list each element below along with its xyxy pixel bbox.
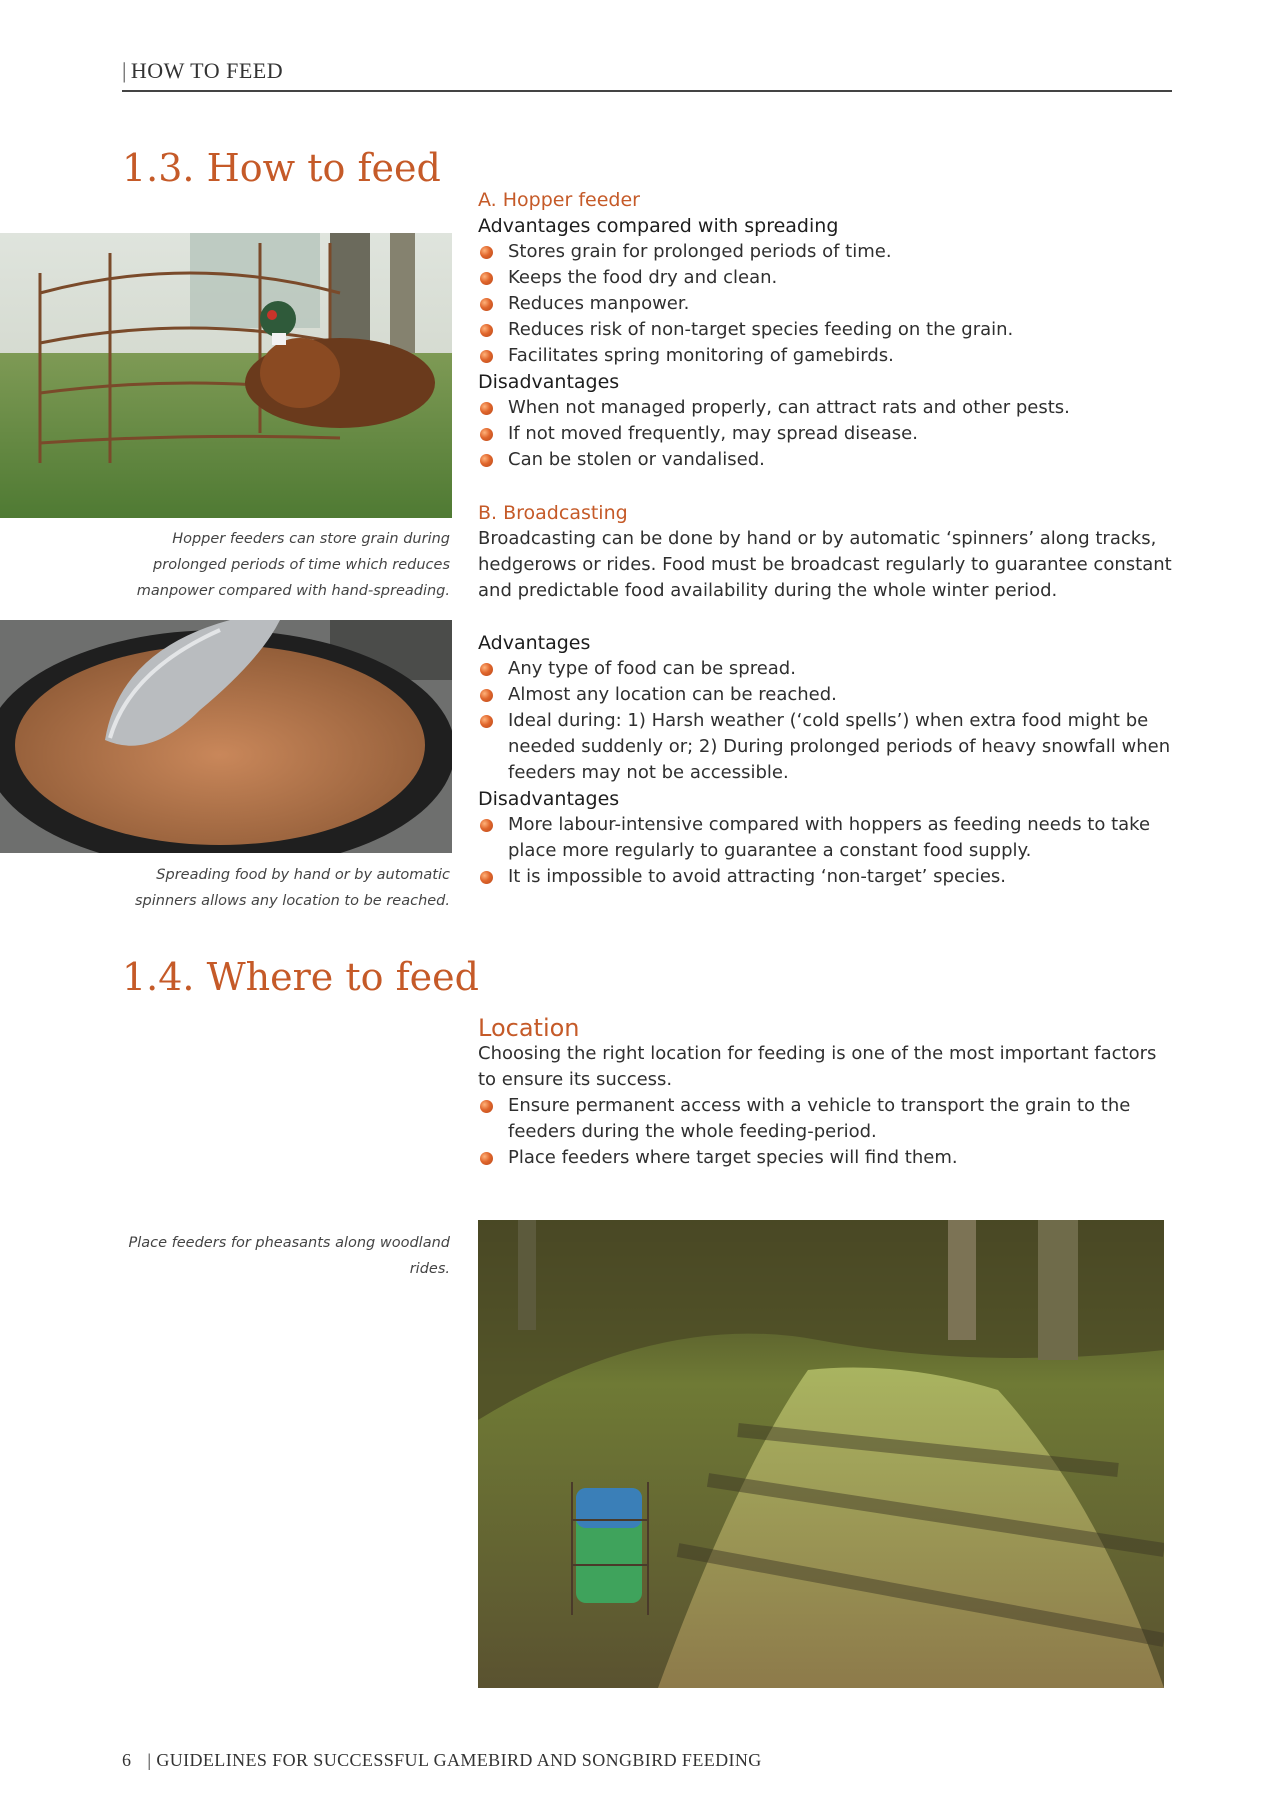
section-title-where-to-feed: 1.4. Where to feed — [122, 955, 479, 999]
list-item: Can be stolen or vandalised. — [478, 447, 1178, 473]
list-item: More labour-intensive compared with hoppers as feeding needs to take place more regularly to guarantee a constant food supply. — [478, 812, 1178, 864]
broadcasting-disadvantages-list — [478, 812, 1178, 890]
hopper-heading: A. Hopper feeder — [478, 189, 640, 211]
footer-divider: | — [147, 1750, 157, 1770]
running-head — [122, 58, 283, 84]
broadcasting-advantages-heading: Advantages — [478, 632, 591, 654]
hopper-section — [478, 187, 1178, 473]
bullet-icon — [480, 663, 493, 676]
location-section — [478, 1015, 1178, 1171]
photo-pheasant-hopper — [0, 233, 452, 518]
bullet-icon — [480, 402, 493, 415]
broadcasting-section — [478, 500, 1178, 890]
bullet-icon — [480, 689, 493, 702]
section-title-how-to-feed: 1.3. How to feed — [122, 146, 441, 190]
broadcasting-advantages-list — [478, 656, 1178, 786]
page-number: 6 — [122, 1750, 132, 1770]
list-item: Keeps the food dry and clean. — [478, 265, 1178, 291]
caption-woodland: Place feeders for pheasants along woodland rides. — [128, 1235, 450, 1277]
photo-grain-bowl — [0, 620, 452, 853]
bullet-icon — [480, 871, 493, 884]
running-head-divider: | — [122, 58, 127, 83]
hopper-disadvantages-list — [478, 395, 1178, 473]
list-item: Ideal during: 1) Harsh weather (‘cold spells’) when extra food might be needed suddenly or; 2) During prolonged periods of heavy snowfall when feeders may not be accessible. — [478, 708, 1178, 786]
running-head-text: HOW TO FEED — [130, 58, 284, 83]
footer-title: GUIDELINES FOR SUCCESSFUL GAMEBIRD AND SONGBIRD FEEDING — [156, 1750, 762, 1770]
bullet-icon — [480, 1152, 493, 1165]
broadcasting-heading: B. Broadcasting — [478, 502, 628, 524]
caption-hopper: Hopper feeders can store grain during prolonged periods of time which reduces manpower compared with hand-spreading. — [136, 531, 450, 599]
bullet-icon — [480, 715, 493, 728]
list-item: Reduces manpower. — [478, 291, 1178, 317]
list-item: Stores grain for prolonged periods of time. — [478, 239, 1178, 265]
list-item: Place feeders where target species will find them. — [478, 1145, 1178, 1171]
location-heading: Location — [478, 1014, 580, 1042]
location-intro: Choosing the right location for feeding is one of the most important factors to ensure its success. — [478, 1043, 1157, 1090]
location-list — [478, 1093, 1178, 1171]
bullet-icon — [480, 454, 493, 467]
header-rule — [122, 90, 1172, 92]
bullet-icon — [480, 428, 493, 441]
bullet-icon — [480, 1100, 493, 1113]
photo-woodland-ride — [478, 1220, 1164, 1688]
hopper-advantages-heading: Advantages compared with spreading — [478, 215, 839, 237]
bullet-icon — [480, 350, 493, 363]
bullet-icon — [480, 272, 493, 285]
bullet-icon — [480, 246, 493, 259]
bullet-icon — [480, 819, 493, 832]
list-item: Reduces risk of non-target species feeding on the grain. — [478, 317, 1178, 343]
bullet-icon — [480, 324, 493, 337]
hopper-disadvantages-heading: Disadvantages — [478, 371, 620, 393]
page-footer — [122, 1750, 762, 1771]
hopper-advantages-list — [478, 239, 1178, 369]
broadcasting-intro: Broadcasting can be done by hand or by automatic ‘spinners’ along tracks, hedgerows or rides. Food must be broadcast regularly to guarantee constant and predictable food availability during the whole winter period. — [478, 528, 1172, 601]
list-item: Almost any location can be reached. — [478, 682, 1178, 708]
list-item: When not managed properly, can attract rats and other pests. — [478, 395, 1178, 421]
list-item: Ensure permanent access with a vehicle to transport the grain to the feeders during the whole feeding-period. — [478, 1093, 1178, 1145]
bullet-icon — [480, 298, 493, 311]
caption-spreading: Spreading food by hand or by automatic spinners allows any location to be reached. — [134, 867, 450, 909]
broadcasting-disadvantages-heading: Disadvantages — [478, 788, 620, 810]
list-item: It is impossible to avoid attracting ‘non-target’ species. — [478, 864, 1178, 890]
list-item: Any type of food can be spread. — [478, 656, 1178, 682]
list-item: Facilitates spring monitoring of gamebirds. — [478, 343, 1178, 369]
list-item: If not moved frequently, may spread disease. — [478, 421, 1178, 447]
